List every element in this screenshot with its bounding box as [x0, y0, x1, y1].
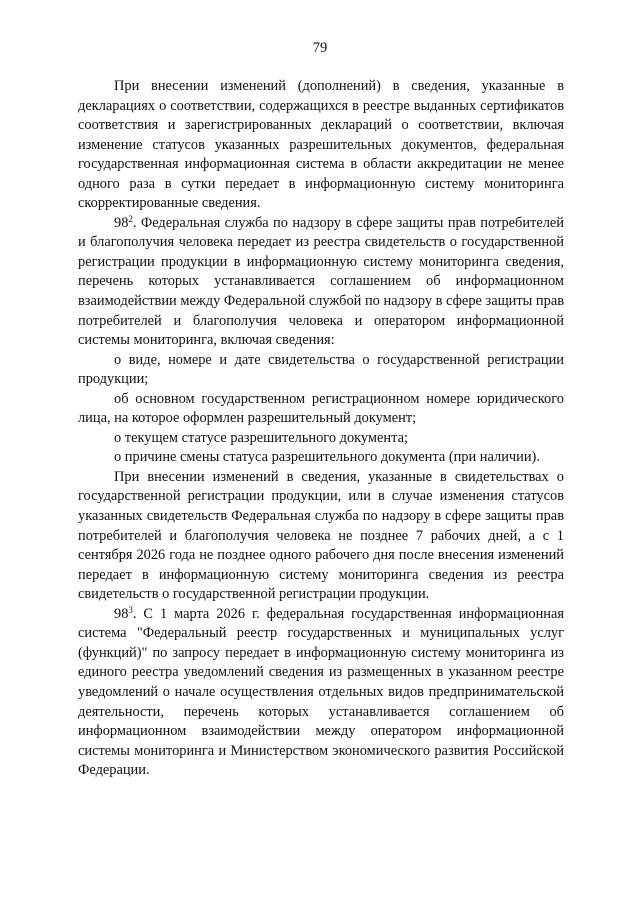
- section-number: 98: [114, 605, 129, 622]
- list-item-registration-number: [78, 390, 564, 429]
- list-item-current-status: [78, 429, 564, 449]
- list-item-status-change-reason: [78, 448, 564, 468]
- paragraph-text: об основном государственном регистрационном номере юридического лица, на которое оформлен разрешительный документ;: [78, 390, 564, 427]
- paragraph-text: о текущем статусе разрешительного документа;: [114, 429, 408, 446]
- paragraph-text: При внесении изменений в сведения, указанные в свидетельствах о государственной регистрации продукции, или в случае изменения статусов указанных свидетельств Федеральная служба по надзору в сфере защиты прав потребителей и благополучия человека не позднее 7 рабочих дней, а с 1 сентября 2026 года не позднее одного рабочего дня после внесения изменений передает в информационную систему мониторинга сведения из реестра свидетельств о государственной регистрации продукции.: [78, 468, 564, 603]
- paragraph-98-2: [78, 214, 564, 351]
- section-superscript: 2: [128, 213, 133, 224]
- paragraph-1: [78, 77, 564, 214]
- paragraph-text: о причине смены статуса разрешительного документа (при наличии).: [114, 449, 540, 466]
- paragraph-text: При внесении изменений (дополнений) в сведения, указанные в декларациях о соответствии, содержащихся в реестре выданных сертификатов соответствия и зарегистрированных деклараций о соответствии, включая изменение статусов указанных разрешительных документов, федеральная государственная информационная система в области аккредитации не менее одного раза в сутки передает в информационную систему мониторинга скорректированные сведения.: [78, 78, 564, 212]
- section-number: 98: [114, 214, 129, 231]
- section-superscript: 3: [128, 604, 133, 615]
- list-item-certificate-info: [78, 351, 564, 390]
- page-number: 79: [312, 40, 328, 56]
- paragraph-text: о виде, номере и дате свидетельства о государственной регистрации продукции;: [78, 351, 564, 388]
- paragraph-text: . С 1 марта 2026 г. федеральная государственная информационная система "Федеральный реестр государственных и муниципальных услуг (функций)" по запросу передает в информационную систему мониторинга из единого реестра уведомлений сведения из размещенных в указанном реестре уведомлений о начале осуществления отдельных видов предпринимательской деятельности, перечень которых устанавливается соглашением об информационном взаимодействии между оператором информационной системы мониторинга и Министерством экономического развития Российской Федерации.: [78, 605, 564, 779]
- paragraph-changes: [78, 468, 564, 605]
- paragraph-text: . Федеральная служба по надзору в сфере защиты прав потребителей и благополучия человека передает из реестра свидетельств о государственной регистрации продукции в информационную систему мониторинга сведения, перечень которых устанавливается соглашением об информационном взаимодействии между Федеральной службой по надзору в сфере защиты прав потребителей и благополучия человека и оператором информационной системы мониторинга, включая сведения:: [78, 214, 564, 349]
- paragraph-98-3: [78, 605, 564, 781]
- document-body: [78, 77, 564, 781]
